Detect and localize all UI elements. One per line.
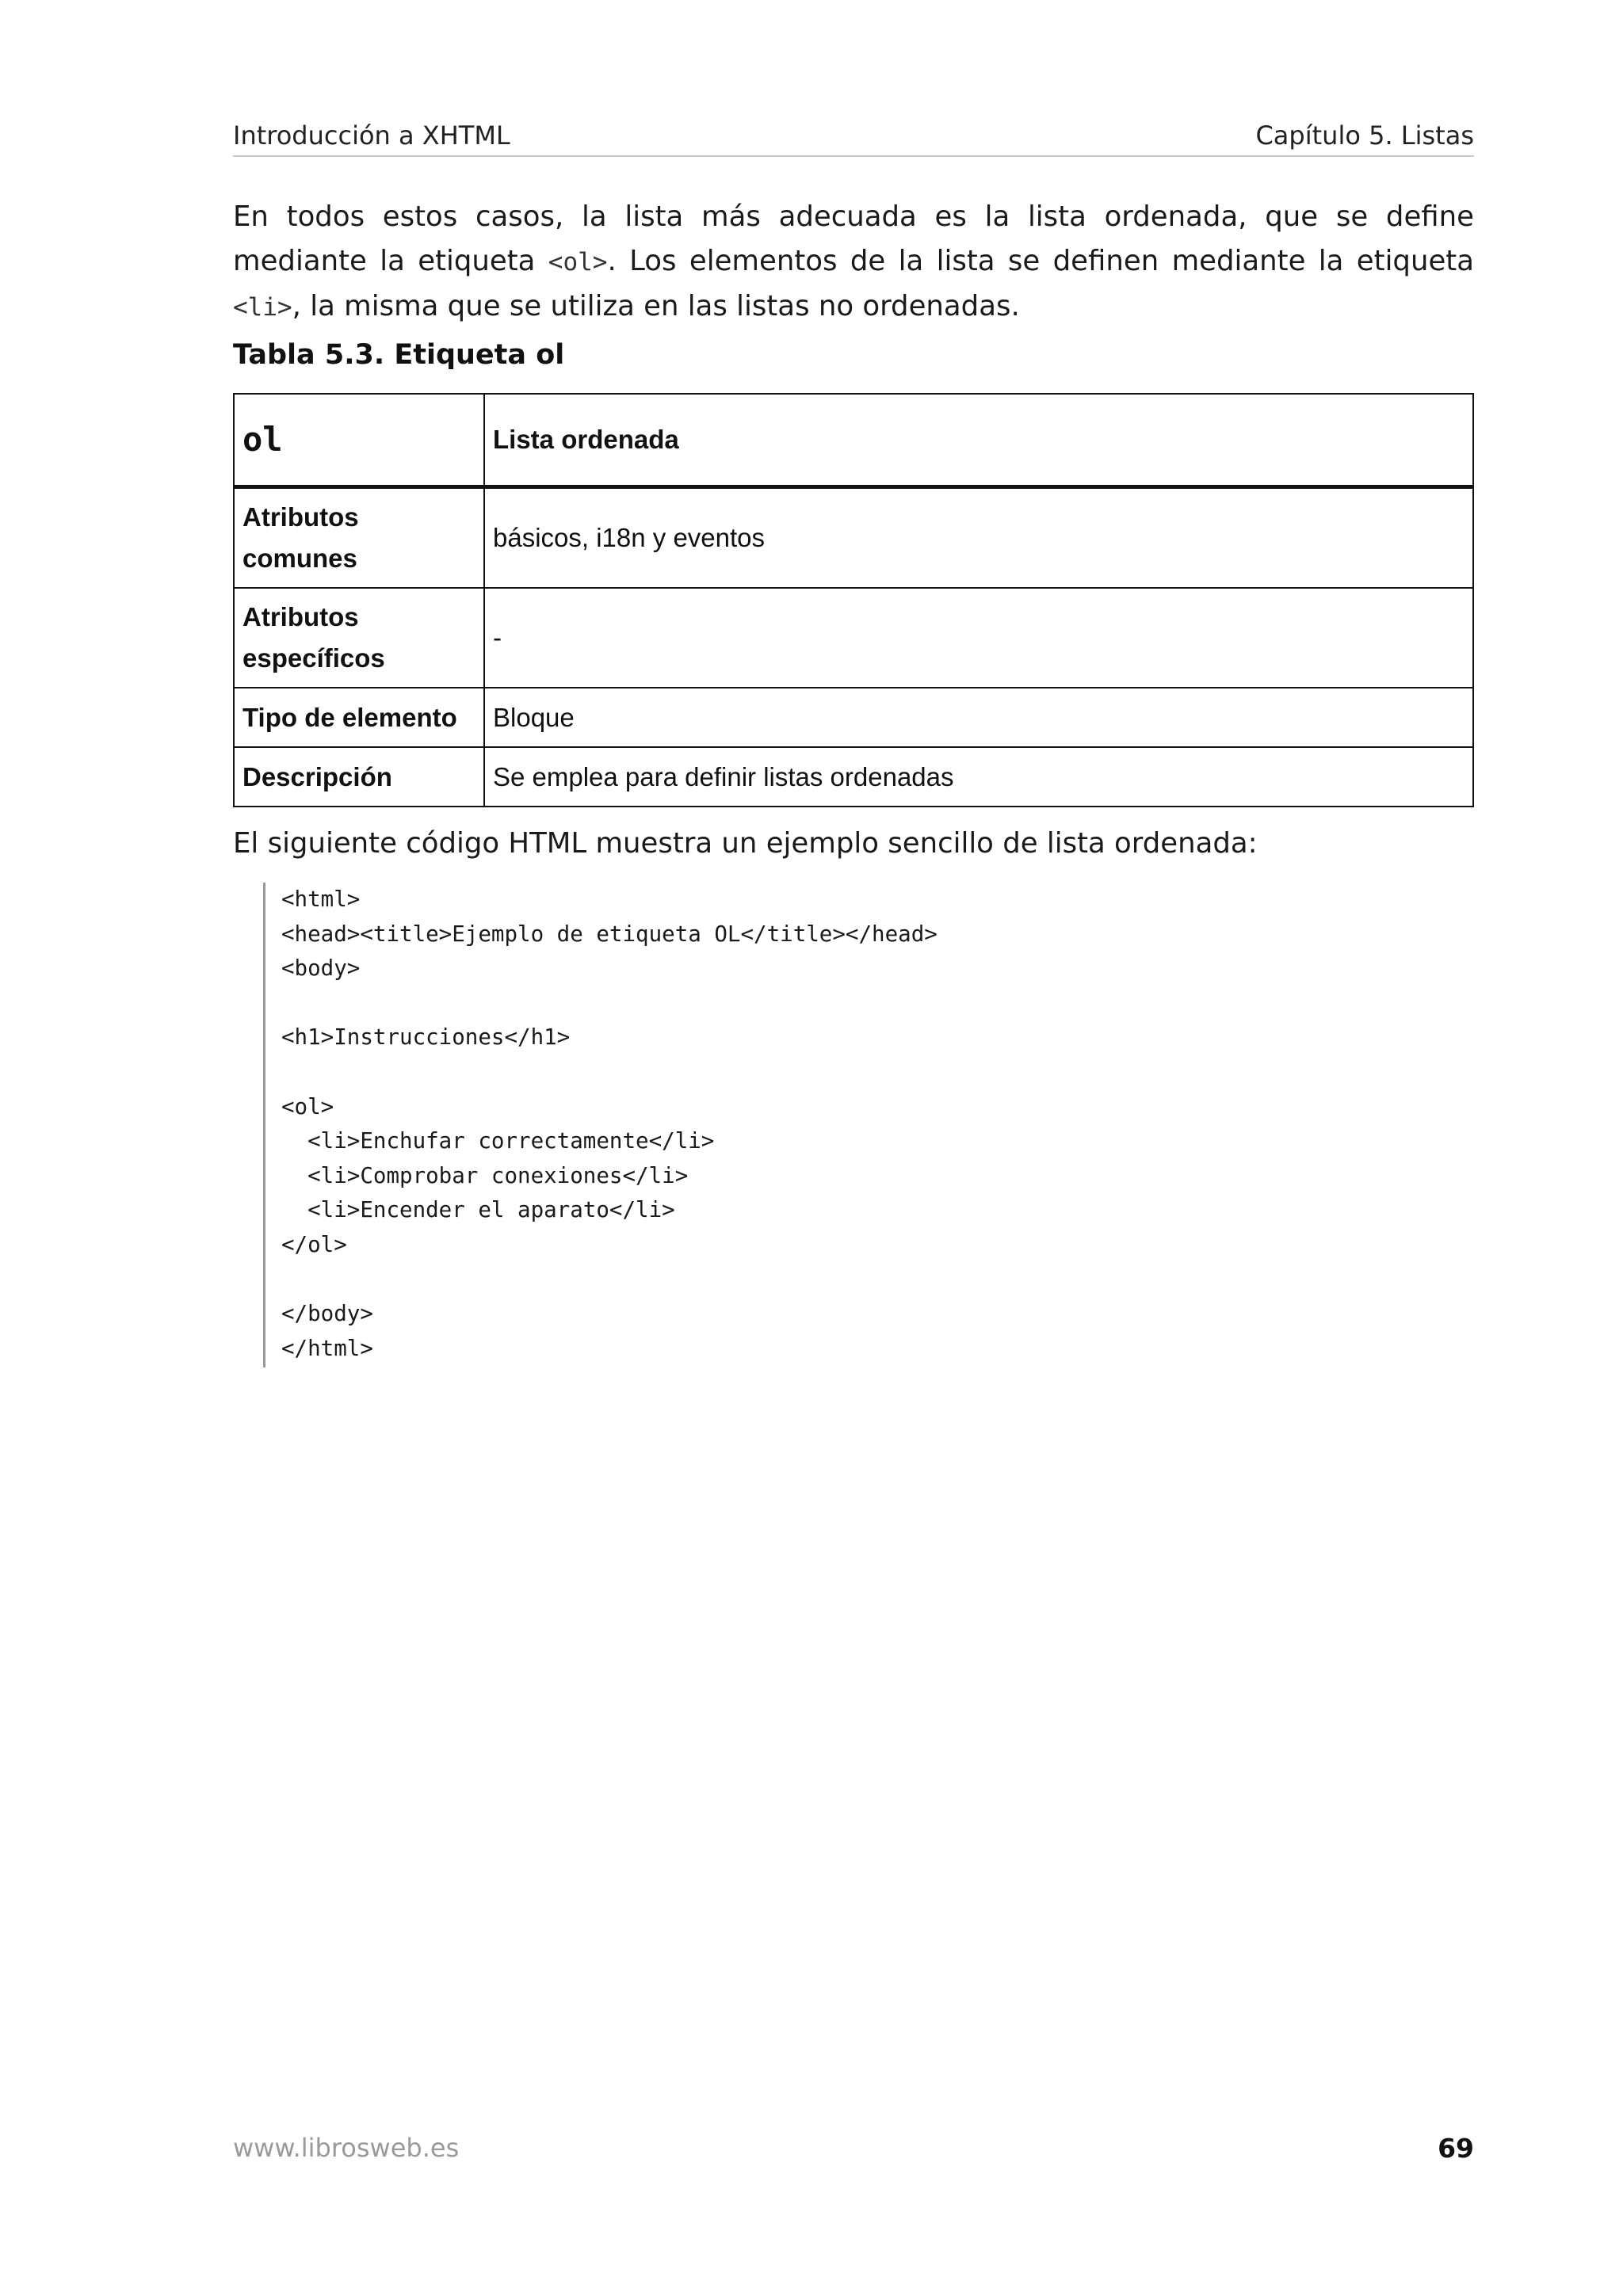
book-title: Introducción a XHTML xyxy=(233,120,510,151)
code-listing: <html> <head><title>Ejemplo de etiqueta OL</title></head> <body> <h1>Instrucciones</h1> <ol> <li>Enchufar correctamente</li> <li>Comprobar conexiones</li> <li>Encender el aparato</li> </ol> </body> </html> xyxy=(281,887,938,1361)
row-value: - xyxy=(484,588,1473,688)
intro-text-2: . Los elementos de la lista se definen mediante la etiqueta xyxy=(607,245,1474,277)
page-footer xyxy=(233,2133,1474,2168)
table-row xyxy=(234,688,1473,747)
tag-reference-table xyxy=(233,393,1474,807)
tag-title-cell: Lista ordenada xyxy=(484,394,1473,487)
intro-text-3: , la misma que se utiliza en las listas no ordenadas. xyxy=(292,290,1020,322)
tag-name-cell: ol xyxy=(234,394,484,487)
code-intro-paragraph: El siguiente código HTML muestra un ejemplo sencillo de lista ordenada: xyxy=(233,827,1258,860)
row-value: Se emplea para definir listas ordenadas xyxy=(484,747,1473,807)
inline-code-li: <li> xyxy=(233,293,292,322)
table-row xyxy=(234,588,1473,688)
row-label: Descripción xyxy=(234,747,484,807)
intro-text-1: En todos estos casos, la lista más adecuada es la lista ordenada, que se define mediante la etiqueta xyxy=(233,200,1474,277)
footer-website: www.librosweb.es xyxy=(233,2133,460,2163)
table-row xyxy=(234,487,1473,589)
row-label: Tipo de elemento xyxy=(234,688,484,747)
row-label: Atributos comunes xyxy=(234,487,484,589)
table-header-row xyxy=(234,394,1473,487)
row-value: básicos, i18n y eventos xyxy=(484,487,1473,589)
code-example-block xyxy=(263,883,1375,1367)
intro-paragraph xyxy=(233,195,1474,330)
running-header xyxy=(233,119,1474,157)
row-value: Bloque xyxy=(484,688,1473,747)
document-page xyxy=(233,0,1474,2296)
table-caption: Tabla 5.3. Etiqueta ol xyxy=(233,339,565,371)
inline-code-ol: <ol> xyxy=(548,248,608,277)
table-row xyxy=(234,747,1473,807)
row-label: Atributos específicos xyxy=(234,588,484,688)
page-number: 69 xyxy=(1438,2133,1474,2164)
chapter-title: Capítulo 5. Listas xyxy=(1255,120,1474,151)
